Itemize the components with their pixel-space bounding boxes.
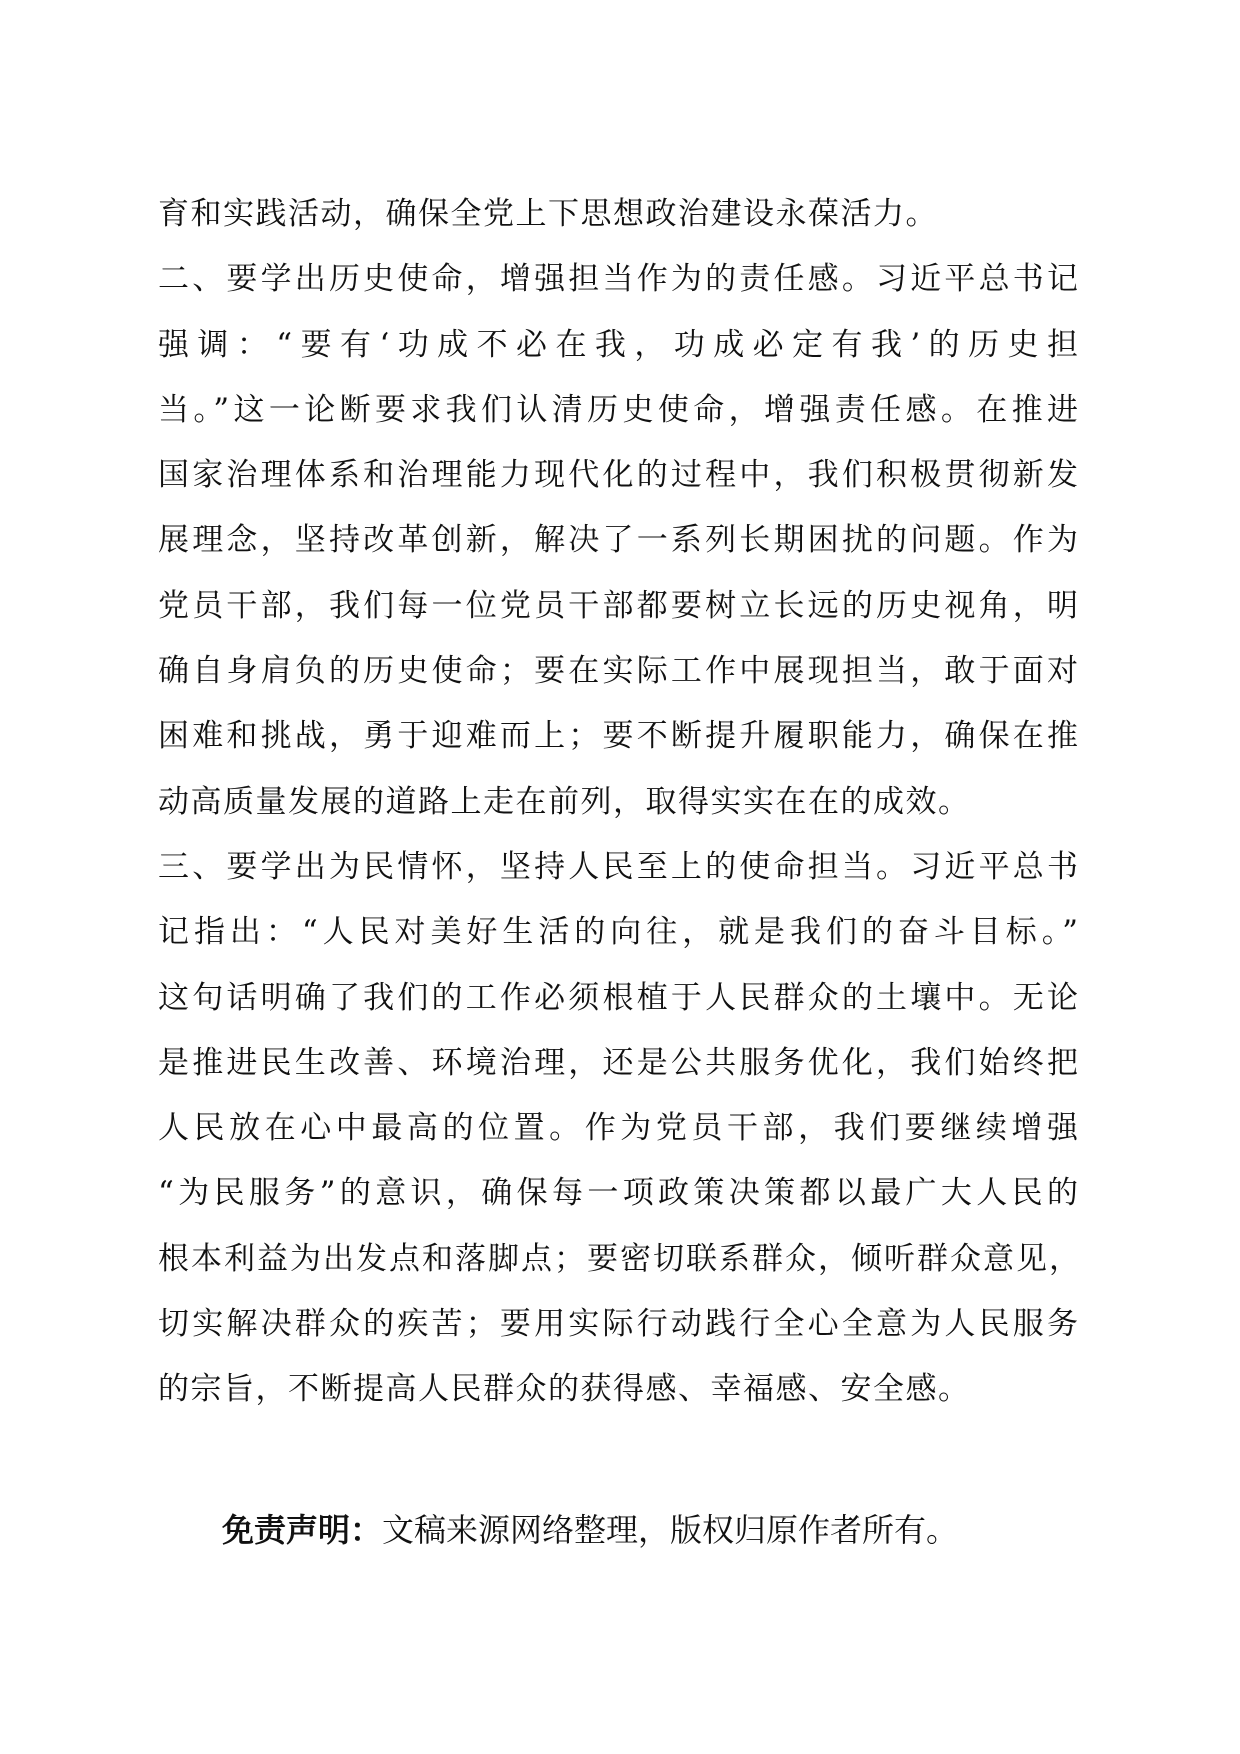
text-line: “为民服务”的意识，确保每一项政策决策都以最广大人民的 — [158, 1175, 1080, 1212]
text-line: 展理念，坚持改革创新，解决了一系列长期困扰的问题。作为 — [158, 522, 1080, 559]
text-line: 育和实践活动，确保全党上下思想政治建设永葆活力。 — [158, 196, 938, 232]
text-line: 确自身肩负的历史使命；要在实际工作中展现担当，敢于面对 — [158, 653, 1080, 690]
text-line: 二、要学出历史使命，增强担当作为的责任感。习近平总书记 — [158, 261, 1080, 298]
text-line: 根本利益为出发点和落脚点；要密切联系群众，倾听群众意见， — [158, 1240, 1082, 1277]
text-line: 记指出：“人民对美好生活的向往，就是我们的奋斗目标。” — [158, 914, 1080, 951]
text-line: 切实解决群众的疾苦；要用实际行动践行全心全意为人民服务 — [158, 1306, 1080, 1343]
disclaimer-label: 免责声明： — [222, 1511, 383, 1549]
disclaimer-text: 文稿来源网络整理，版权归原作者所有。 — [382, 1511, 959, 1549]
text-line: 三、要学出为民情怀，坚持人民至上的使命担当。习近平总书 — [158, 848, 1080, 885]
text-line: 是推进民生改善、环境治理，还是公共服务优化，我们始终把 — [158, 1044, 1080, 1081]
text-line: 困难和挑战，勇于迎难而上；要不断提升履职能力，确保在推 — [158, 718, 1080, 755]
text-line: 动高质量发展的道路上走在前列，取得实实在在的成效。 — [158, 783, 971, 820]
text-line: 党员干部，我们每一位党员干部都要树立长远的历史视角，明 — [158, 587, 1080, 624]
text-line: 这句话明确了我们的工作必须根植于人民群众的土壤中。无论 — [158, 979, 1080, 1016]
disclaimer — [222, 1505, 958, 1551]
document-body — [158, 184, 1080, 1425]
text-line: 当。”这一论断要求我们认清历史使命，增强责任感。在推进 — [158, 391, 1080, 428]
text-line: 人民放在心中最高的位置。作为党员干部，我们要继续增强 — [158, 1110, 1080, 1147]
text-line: 国家治理体系和治理能力现代化的过程中，我们积极贯彻新发 — [158, 457, 1080, 494]
text-line: 的宗旨，不断提高人民群众的获得感、幸福感、安全感。 — [158, 1371, 971, 1408]
text-line: 强调：“要有‘功成不必在我，功成必定有我’的历史担 — [158, 326, 1080, 363]
